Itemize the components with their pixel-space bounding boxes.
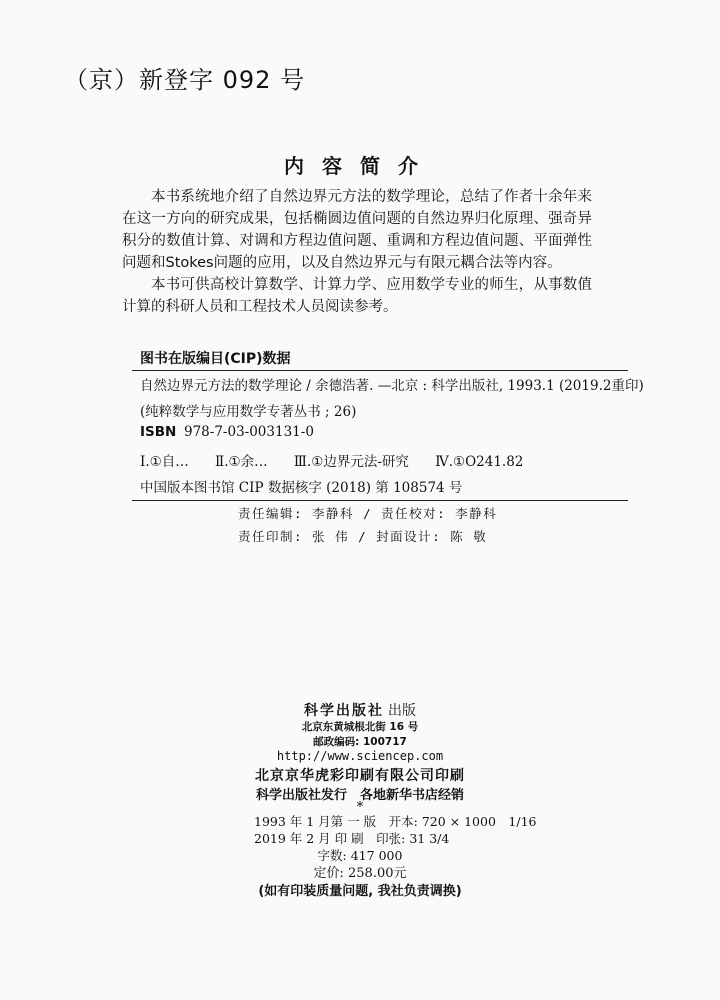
cip-title-line: 自然边界元方法的数学理论 / 余德浩著. —北京 : 科学出版社, 1993.1 (2019.2重印) [140, 378, 644, 394]
printing-line: 2019 年 2 月 印 刷 印张: 31 3/4 [254, 831, 450, 846]
cip-top-rule [132, 370, 628, 371]
cip-series-line: (纯粹数学与应用数学专著丛书 ; 26) [140, 404, 357, 420]
word-count: 字数: 417 000 [317, 848, 403, 863]
summary-title: 内容简介 [284, 154, 436, 178]
publisher-line [0, 700, 720, 720]
edition-line: 1993 年 1 月第 一 版 开本: 720 × 1000 1/16 [254, 814, 537, 829]
isbn-number: 978-7-03-003131-0 [184, 424, 314, 440]
printer-line: 北京京华虎彩印刷有限公司印刷 [255, 768, 465, 784]
separator-star: * [356, 800, 364, 815]
cip-isbn-line [140, 424, 314, 440]
quality-note: (如有印装质量问题, 我社负责调换) [258, 884, 462, 899]
isbn-label: ISBN [140, 424, 177, 440]
cip-topic-4: Ⅳ.①O241.82 [435, 454, 524, 470]
publisher-url: http://www.sciencep.com [276, 749, 444, 763]
summary-paragraph-2: 本书可供高校计算数学、计算力学、应用数学专业的师生，从事数值计算的科研人员和工程技术人员阅读参考。 [122, 277, 592, 315]
cip-topic-1: Ⅰ.①自… [140, 454, 189, 470]
cip-data-block [132, 372, 644, 501]
cip-topic-2: Ⅱ.①余… [215, 454, 268, 470]
publisher-zipcode: 邮政编码: 100717 [313, 736, 407, 748]
publisher-suffix: 出版 [388, 703, 416, 719]
cip-topic-3: Ⅲ.①边界元法-研究 [293, 454, 409, 470]
publisher-name: 科学出版社 [304, 703, 384, 719]
editors-line-2: 责任印制: 张 伟 / 封面设计: 陈 敬 [238, 529, 488, 544]
summary-body [122, 186, 592, 318]
editors-line-1: 责任编辑: 李静科 / 责任校对: 李静科 [238, 506, 498, 521]
cip-topics-line [140, 450, 545, 470]
price: 定价: 258.00元 [313, 866, 407, 881]
distribution-line: 科学出版社发行 各地新华书店经销 [255, 788, 464, 803]
cip-heading: 图书在版编目(CIP)数据 [140, 351, 291, 367]
cip-number-line: 中国版本图书馆 CIP 数据核字 (2018) 第 108574 号 [140, 480, 463, 496]
publication-registration: （京）新登字 092 号 [64, 66, 306, 94]
publisher-address: 北京东黄城根北街 16 号 [301, 721, 419, 733]
summary-paragraph-1: 本书系统地介绍了自然边界元方法的数学理论，总结了作者十余年来在这一方向的研究成果，包括椭圆边值问题的自然边界归化原理、强奇异积分的数值计算、对调和方程边值问题、重调和方程边值问题、平面弹性问题和Stokes问题的应用，以及自然边界元与有限元耦合法等内容。 [122, 189, 592, 271]
